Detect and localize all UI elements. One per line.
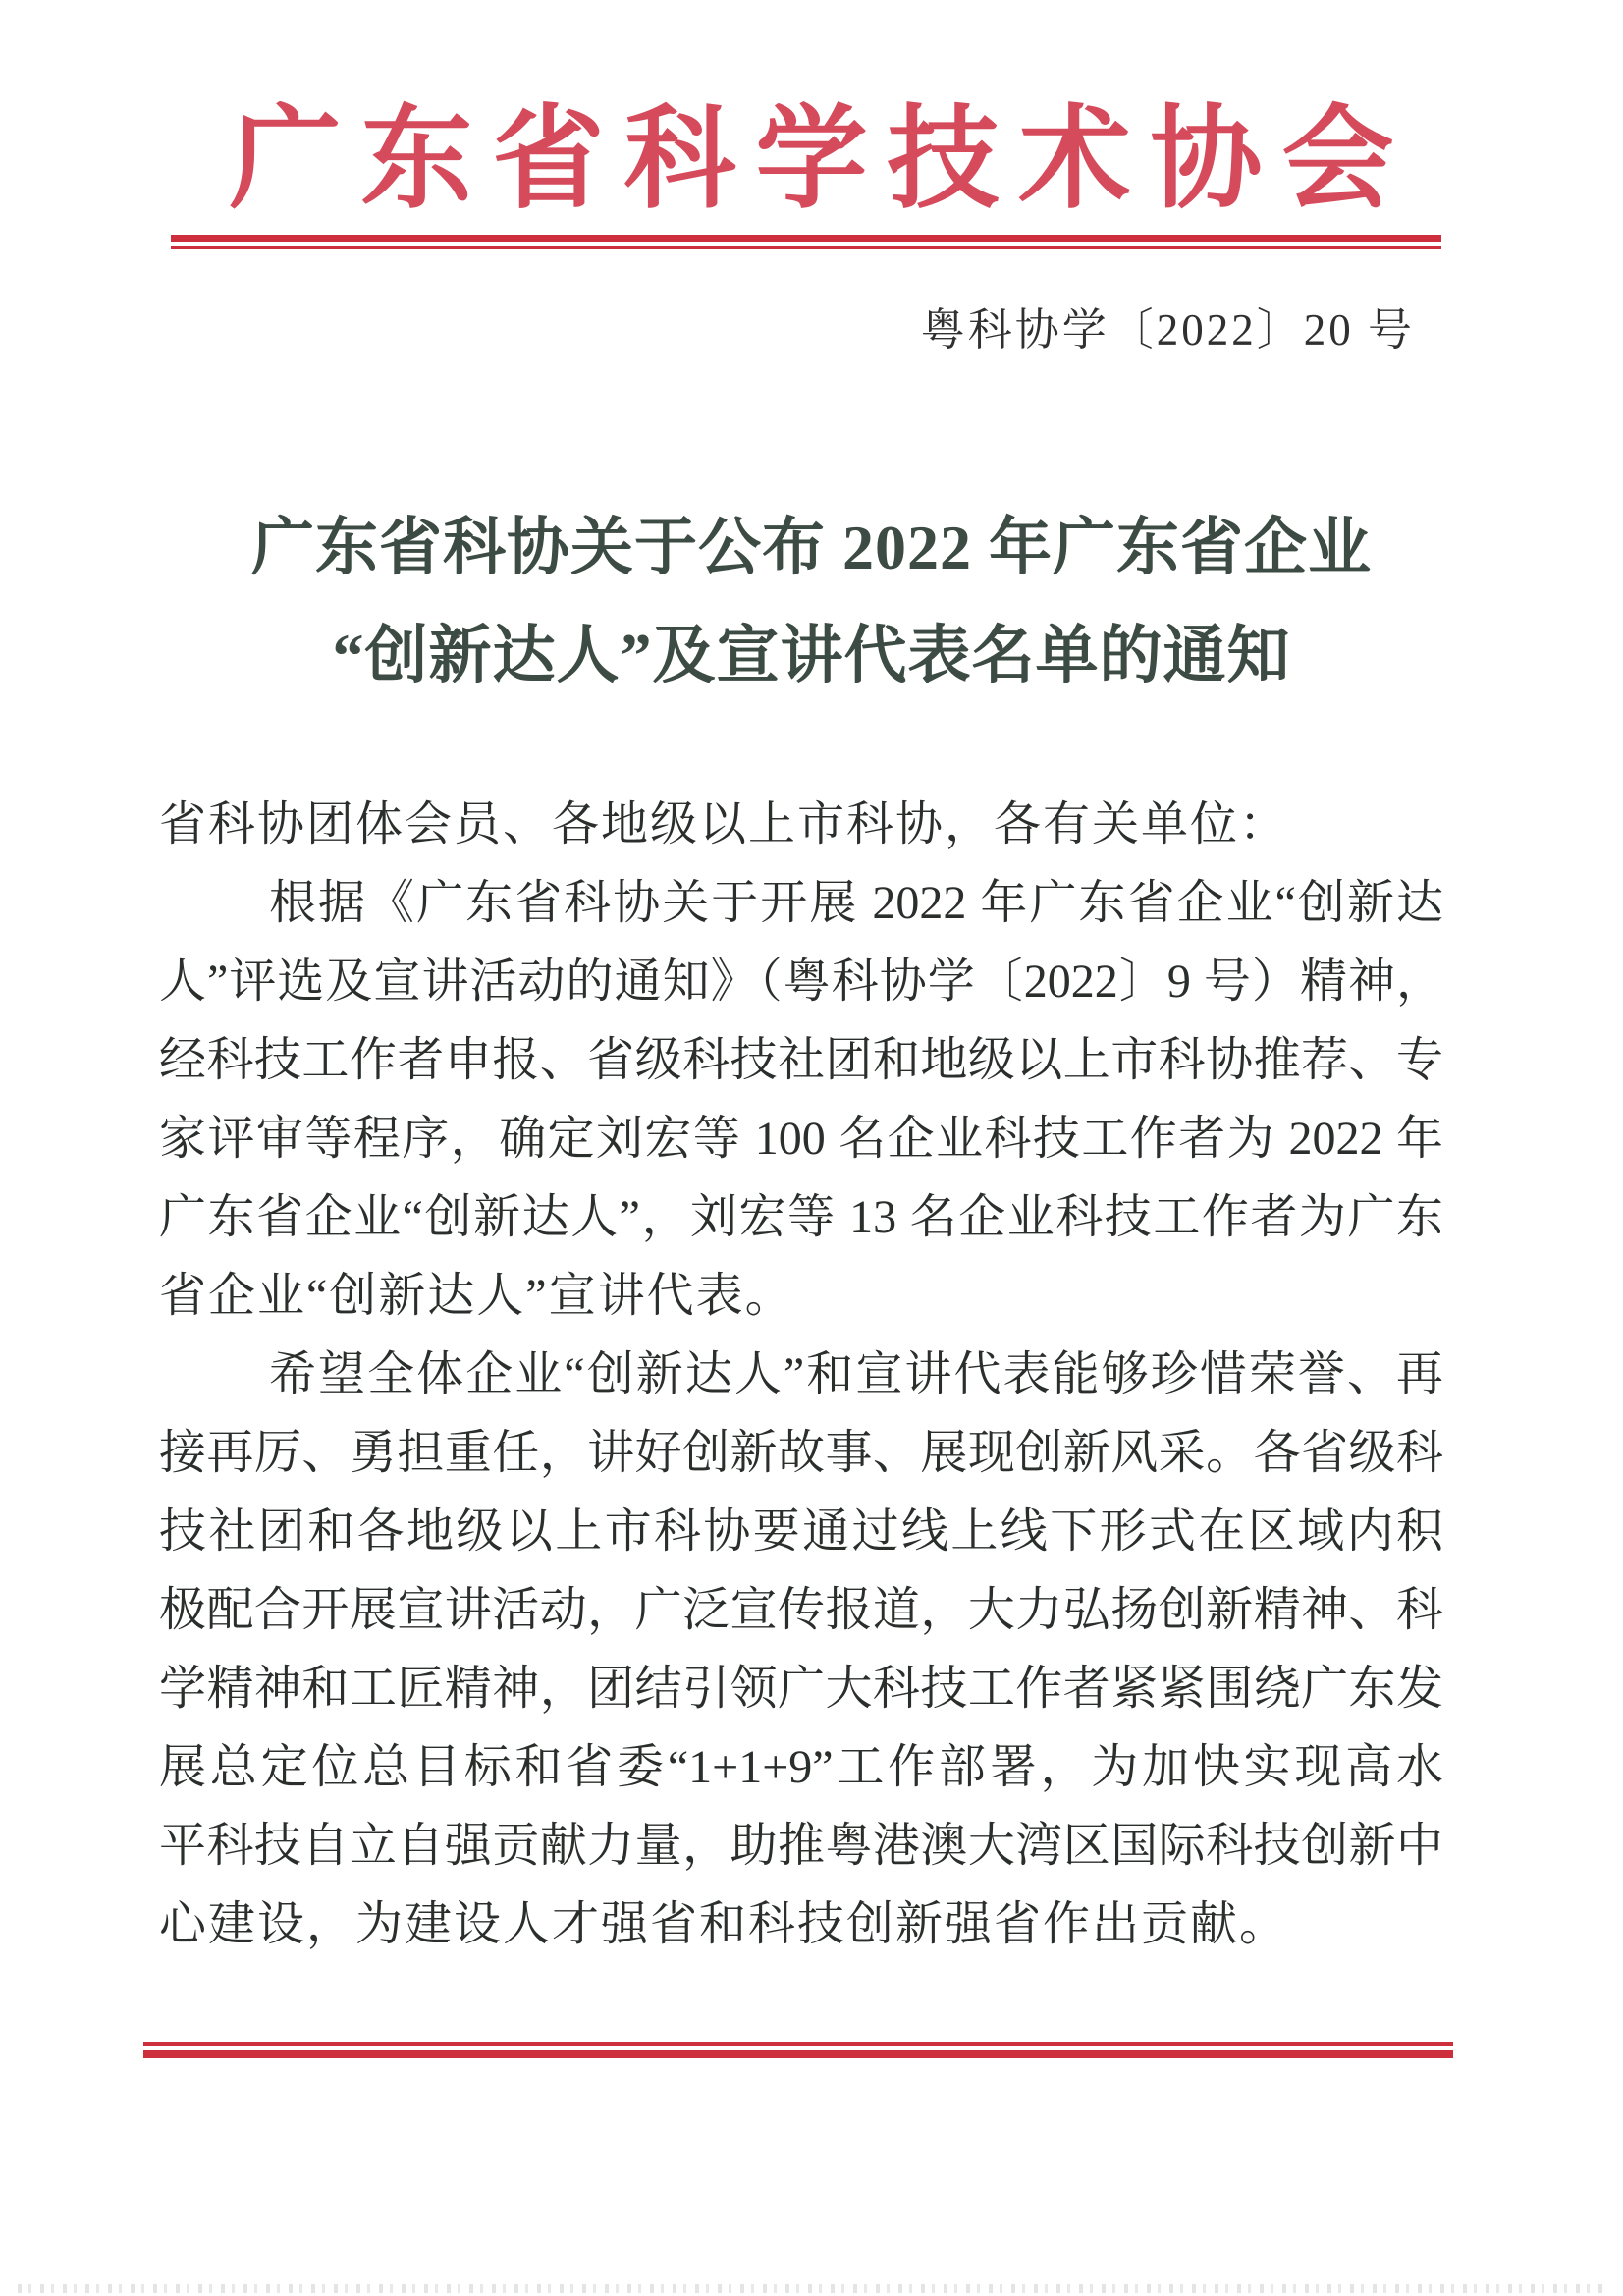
red-separator-bottom (143, 2042, 1453, 2058)
body-line: 极配合开展宣讲活动，广泛宣传报道，大力弘扬创新精神、科 (159, 1584, 1443, 1636)
notice-title-line1: 广东省科协关于公布 2022 年广东省企业 (251, 513, 1372, 582)
body-line: 心建设，为建设人才强省和科技创新强省作出贡献。 (159, 1898, 1289, 1950)
body-line: 家评审等程序，确定刘宏等 100 名企业科技工作者为 2022 年 (159, 1113, 1443, 1165)
org-header-title: 广东省科学技术协会 (229, 97, 1414, 222)
notice-title-line2: “创新达人”及宣讲代表名单的通知 (332, 621, 1291, 690)
body-line: 展总定位总目标和省委“1+1+9”工作部署，为加快实现高水 (159, 1741, 1443, 1793)
body-text (159, 786, 1443, 1964)
salutation-line: 省科协团体会员、各地级以上市科协，各有关单位： (159, 798, 1289, 850)
body-line: 根据《广东省科协关于开展 2022 年广东省企业“创新达 (269, 877, 1443, 929)
body-line: 技社团和各地级以上市科协要通过线上线下形式在区域内积 (159, 1505, 1443, 1558)
body-line: 人”评选及宣讲活动的通知》（粤科协学〔2022〕9 号）精神， (159, 956, 1443, 1008)
body-line: 学精神和工匠精神，团结引领广大科技工作者紧紧围绕广东发 (159, 1663, 1443, 1715)
notice-title (0, 494, 1623, 710)
body-line: 希望全体企业“创新达人”和宣讲代表能够珍惜荣誉、再 (269, 1348, 1443, 1400)
red-separator-bottom-thick-bar (143, 2050, 1453, 2058)
red-separator-top-thin-bar (171, 246, 1441, 249)
red-separator-top-thick-bar (171, 235, 1441, 242)
body-line: 省企业“创新达人”宣讲代表。 (159, 1270, 794, 1322)
body-line: 平科技自立自强贡献力量，助推粤港澳大湾区国际科技创新中 (159, 1820, 1443, 1872)
page-bottom-cut-text-artifact (18, 2284, 1605, 2293)
body-line: 广东省企业“创新达人”，刘宏等 13 名企业科技工作者为广东 (159, 1191, 1443, 1243)
body-line: 接再厉、勇担重任，讲好创新故事、展现创新风采。各省级科 (159, 1427, 1443, 1479)
body-line: 经科技工作者申报、省级科技社团和地级以上市科协推荐、专 (159, 1034, 1443, 1086)
red-separator-top (171, 235, 1441, 249)
doc-number: 粤科协学〔2022〕20 号 (920, 305, 1415, 355)
